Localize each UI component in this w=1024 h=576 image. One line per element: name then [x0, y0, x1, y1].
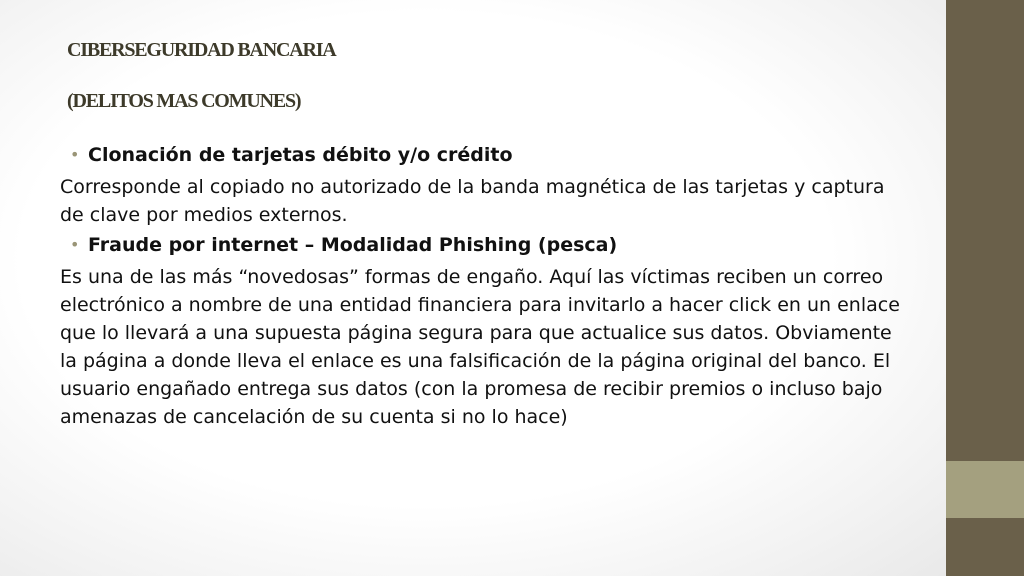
slide-content — [60, 139, 910, 433]
bullet-dot-icon: • — [70, 145, 80, 164]
bullet-body-paragraph: Es una de las más “novedosas” formas de engaño. Aquí las víctimas reciben un correo electrónico a nombre de una entidad financiera para invitarlo a hacer click en un enlace que lo llevará a una supuesta página segura para que actualice sus datos. Obviamente la página a donde lleva el enlace es una falsificación de la página original del banco. El usuario engañado entrega sus datos (con la promesa de recibir premios o incluso bajo amenazas de cancelación de su cuenta si no lo hace) — [60, 266, 900, 428]
sidebar-accent-block — [946, 461, 1024, 518]
bullet-dot-icon: • — [70, 235, 80, 254]
bullet-heading: Clonación de tarjetas débito y/o crédito — [88, 144, 513, 166]
decorative-sidebar — [946, 0, 1024, 576]
slide-subtitle: (DELITOS MAS COMUNES) — [67, 90, 301, 112]
slide-title: CIBERSEGURIDAD BANCARIA — [67, 39, 336, 61]
bullet-item-cloning — [60, 141, 910, 169]
bullet-heading: Fraude por internet – Modalidad Phishing (pesca) — [88, 234, 618, 256]
bullet-item-phishing — [60, 231, 910, 259]
bullet-body-paragraph: Corresponde al copiado no autorizado de la banda magnética de las tarjetas y captura de clave por medios externos. — [60, 176, 885, 226]
